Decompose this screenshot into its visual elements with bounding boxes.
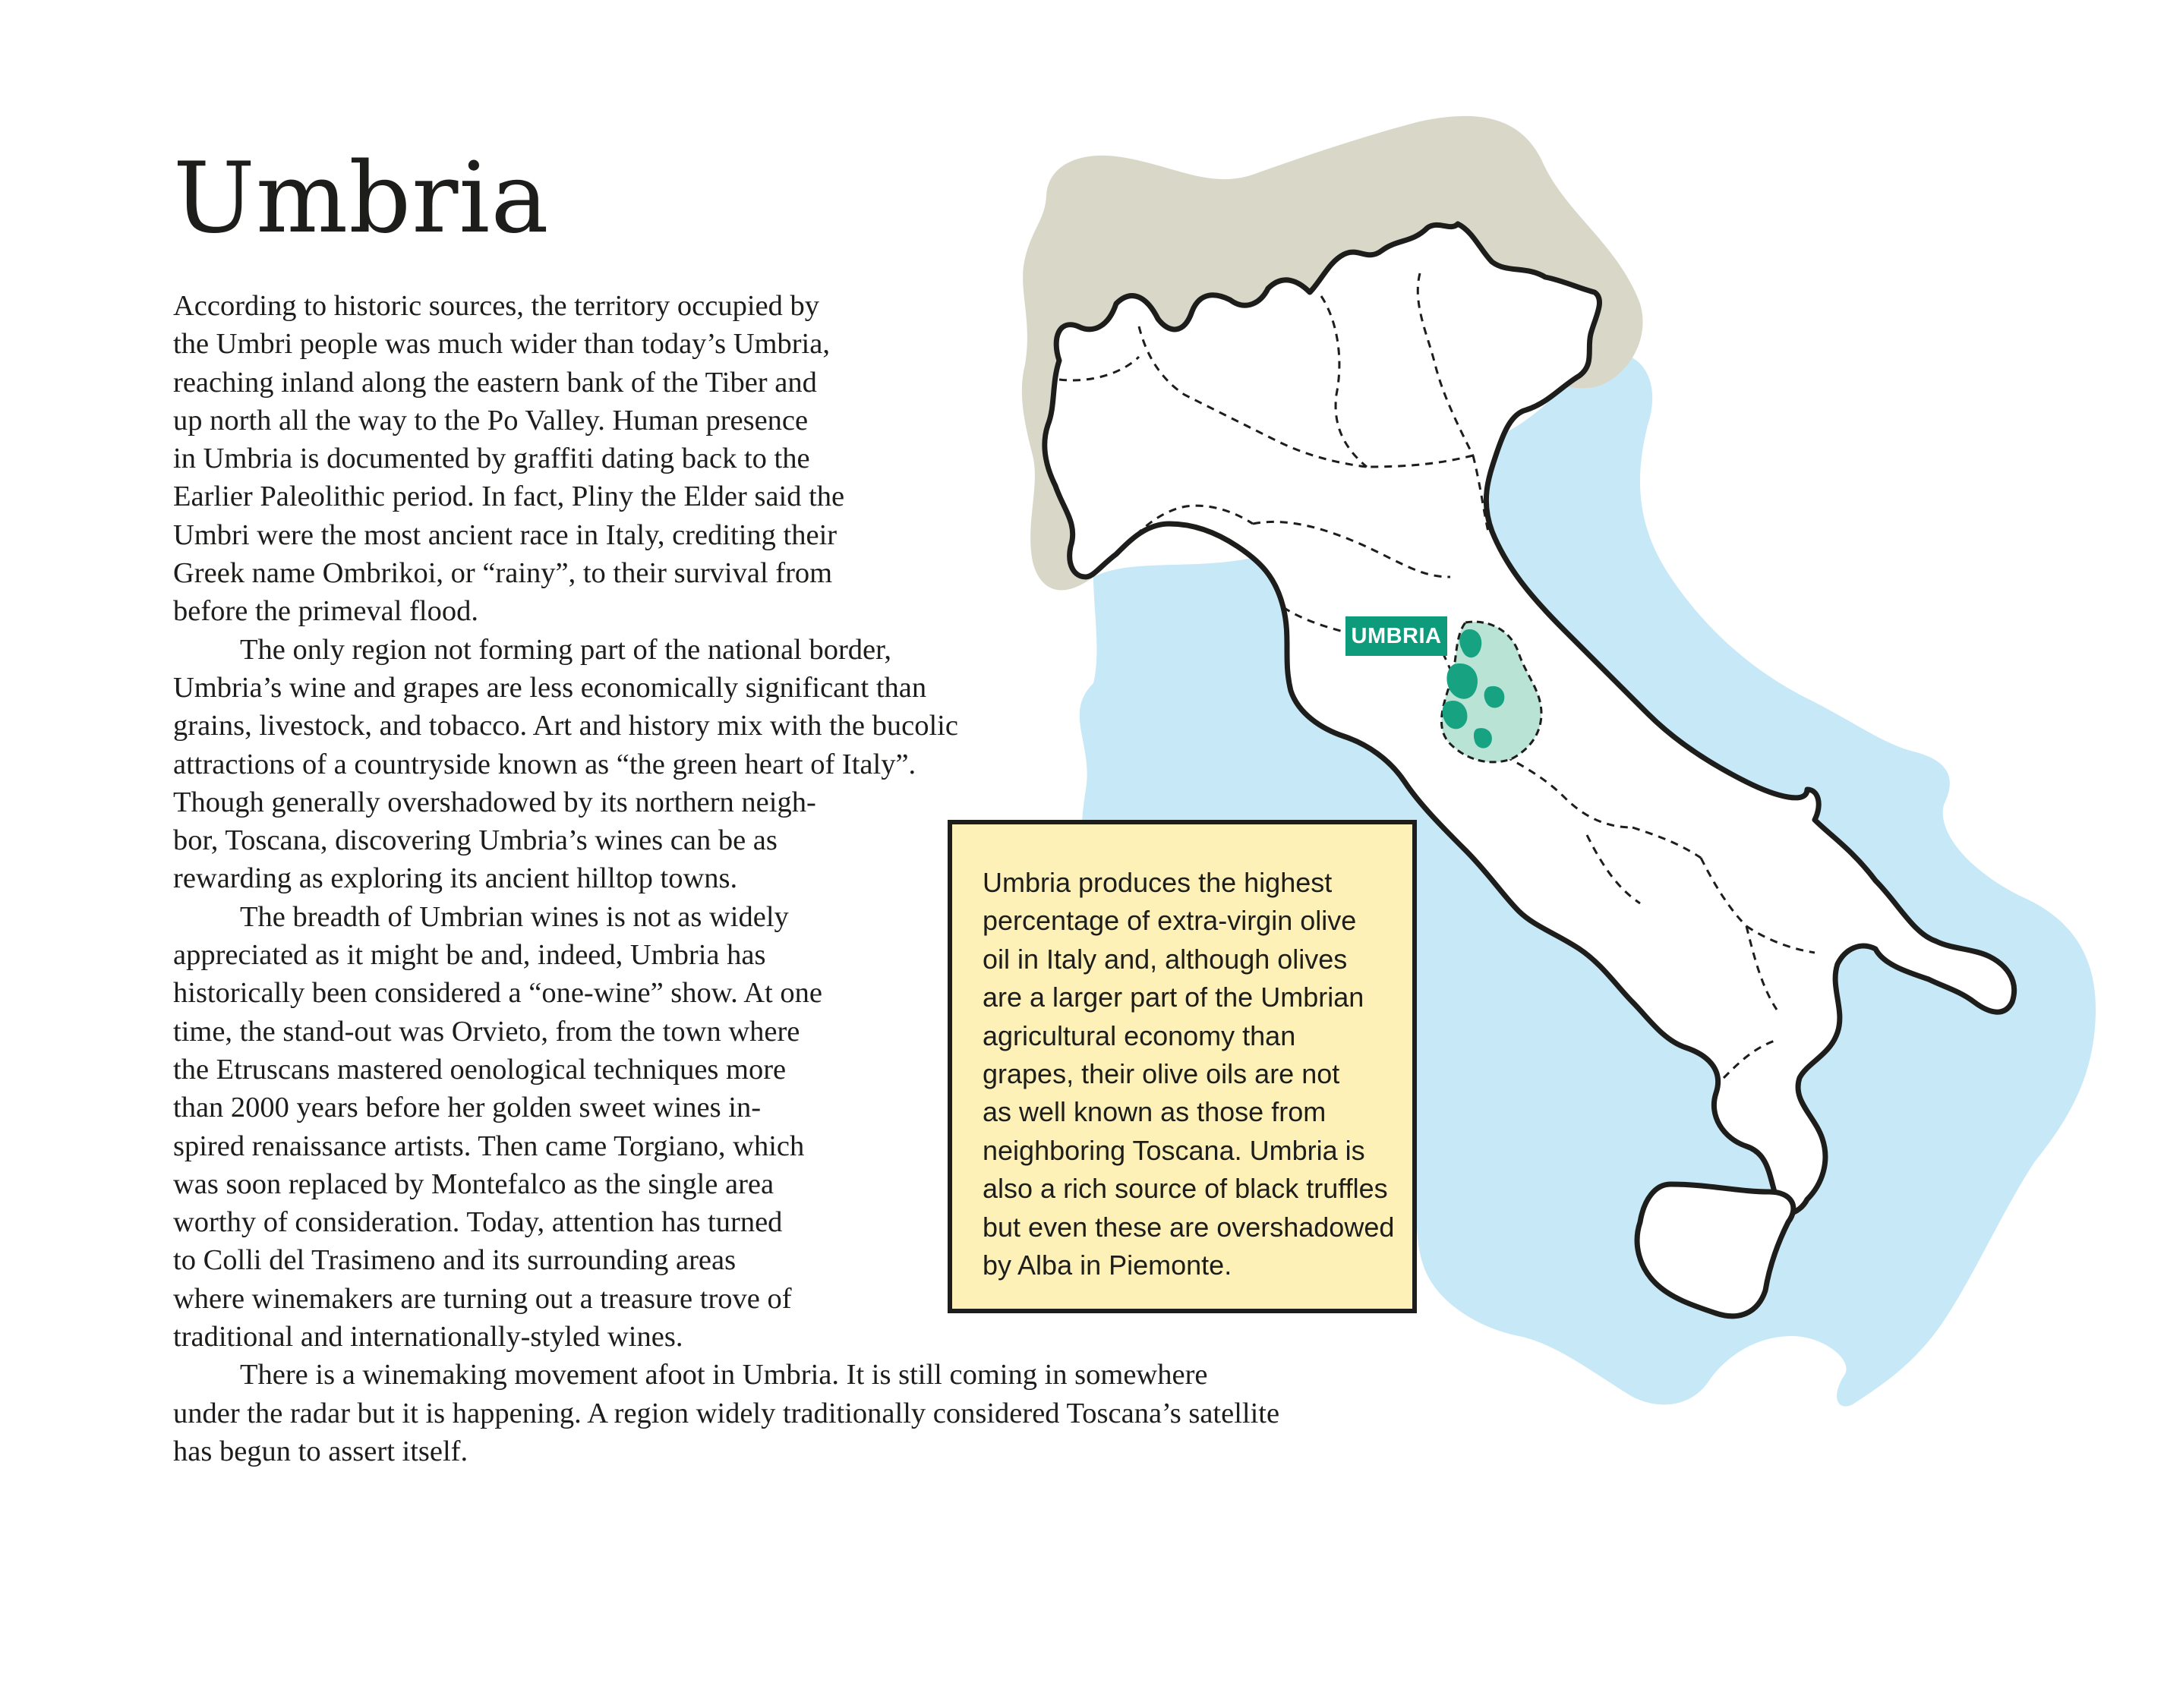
text-line: appreciated as it might be and, indeed, Umbria has	[173, 939, 766, 972]
callout-line: as well known as those from	[983, 1096, 1326, 1128]
text-line: to Colli del Trasimeno and its surrounding areas	[173, 1244, 737, 1277]
callout-line: Umbria produces the highest	[983, 867, 1333, 898]
callout-line: grapes, their olive oils are not	[983, 1058, 1340, 1090]
callout-line: but even these are overshadowed	[983, 1211, 1395, 1243]
text-line: up north all the way to the Po Valley. Human presence	[173, 404, 809, 436]
callout-line: are a larger part of the Umbrian	[983, 982, 1364, 1013]
callout-line: by Alba in Piemonte.	[983, 1249, 1232, 1281]
callout-text	[983, 864, 1412, 1284]
text-line: the Umbri people was much wider than today’s Umbria,	[173, 328, 830, 361]
page-title: Umbria	[173, 142, 550, 255]
callout-line: oil in Italy and, although olives	[983, 943, 1348, 975]
text-line: grains, livestock, and tobacco. Art and history mix with the bucolic	[173, 710, 958, 742]
text-line: bor, Toscana, discovering Umbria’s wines can be as	[173, 824, 778, 857]
olive-oil-callout-box	[948, 820, 1417, 1313]
paragraph-1	[173, 287, 1279, 631]
text-line: Umbria’s wine and grapes are less economically significant than	[173, 671, 927, 704]
text-line: Umbri were the most ancient race in Italy, crediting their	[173, 518, 838, 551]
text-line: Earlier Paleolithic period. In fact, Pliny the Elder said the	[173, 481, 845, 513]
text-line: was soon replaced by Montefalco as the single area	[173, 1168, 774, 1200]
umbria-region-label: UMBRIA	[1345, 616, 1447, 656]
text-line: time, the stand-out was Orvieto, from the town where	[173, 1015, 800, 1048]
text-line: has begun to assert itself.	[173, 1435, 468, 1467]
text-line: before the primeval flood.	[173, 595, 478, 628]
paragraph-4	[173, 1356, 1279, 1470]
text-line: reaching inland along the eastern bank of the Tiber and	[173, 366, 817, 399]
text-line: than 2000 years before her golden sweet wines in-	[173, 1092, 762, 1124]
callout-line: also a rich source of black truffles	[983, 1173, 1388, 1205]
text-line: The only region not forming part of the national border,	[240, 633, 892, 666]
text-line: rewarding as exploring its ancient hilltop towns.	[173, 862, 738, 895]
text-line: There is a winemaking movement afoot in Umbria. It is still coming in somewhere	[240, 1359, 1208, 1391]
text-line: Though generally overshadowed by its northern neigh-	[173, 786, 816, 818]
text-line: spired renaissance artists. Then came Torgiano, which	[173, 1130, 805, 1162]
text-line: where winemakers are turning out a treasure trove of	[173, 1282, 792, 1315]
callout-line: percentage of extra-virgin olive	[983, 905, 1357, 937]
text-line: worthy of consideration. Today, attention has turned	[173, 1206, 783, 1239]
callout-line: neighboring Toscana. Umbria is	[983, 1134, 1365, 1166]
text-line: The breadth of Umbrian wines is not as widely	[240, 900, 789, 933]
text-line: the Etruscans mastered oenological techniques more	[173, 1053, 787, 1086]
text-line: traditional and internationally-styled wines.	[173, 1321, 683, 1353]
text-line: historically been considered a “one-wine” show. At one	[173, 977, 822, 1010]
callout-line: agricultural economy than	[983, 1019, 1296, 1051]
text-line: Greek name Ombrikoi, or “rainy”, to their survival from	[173, 557, 833, 590]
text-line: under the radar but it is happening. A region widely traditionally considered Toscana’s satellite	[173, 1397, 1280, 1429]
text-line: in Umbria is documented by graffiti dating back to the	[173, 443, 810, 475]
text-line: attractions of a countryside known as “the green heart of Italy”.	[173, 748, 916, 780]
text-line: According to historic sources, the territory occupied by	[173, 290, 820, 322]
